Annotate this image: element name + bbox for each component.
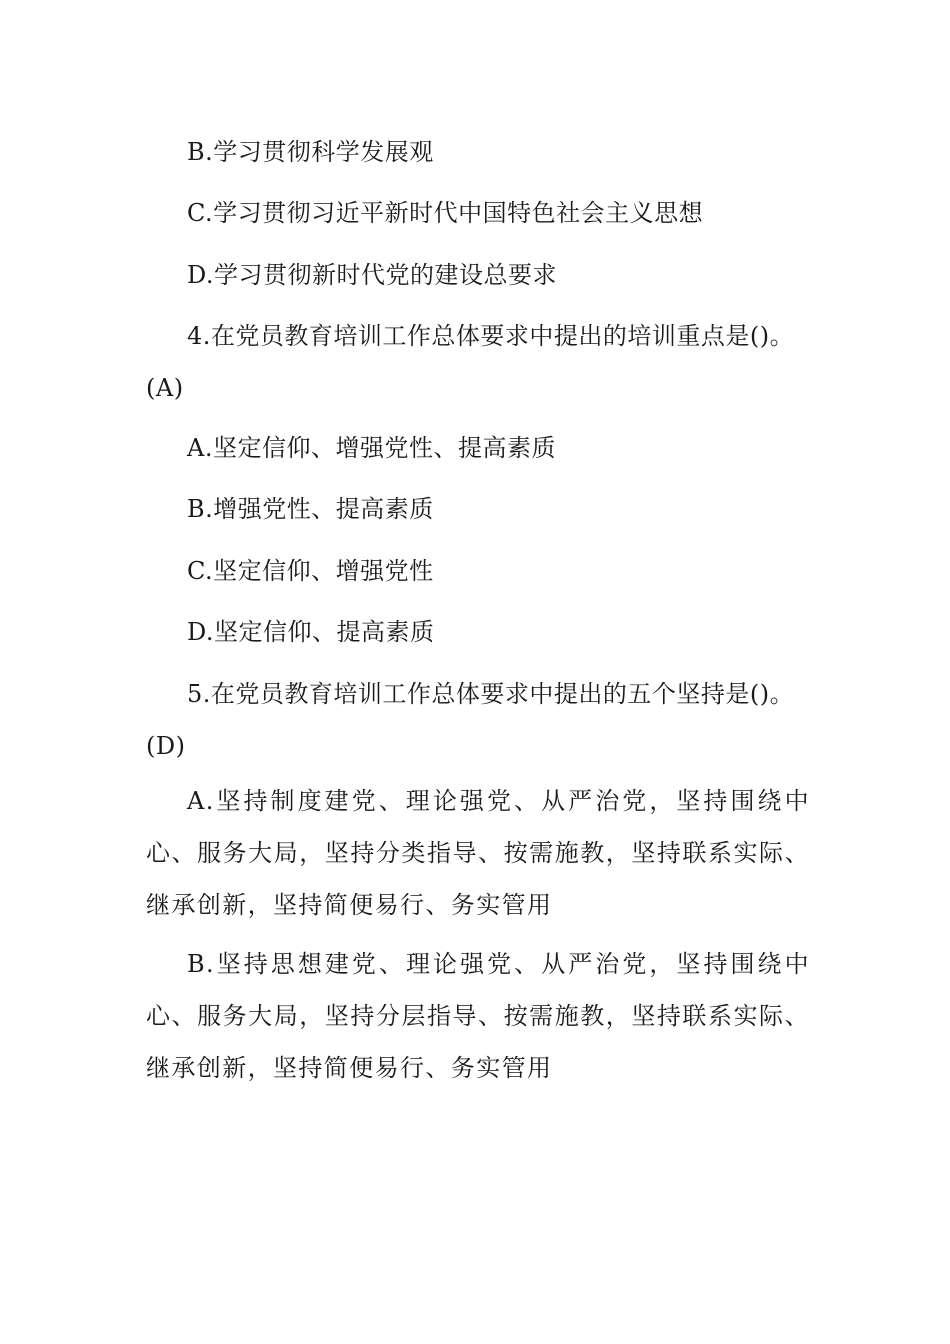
q3-option-b: B.学习贯彻科学发展观 — [187, 138, 434, 166]
q4-option-b: B.增强党性、提高素质 — [187, 495, 434, 523]
q4-answer: (A) — [146, 374, 184, 402]
q3-option-d: D.学习贯彻新时代党的建设总要求 — [187, 261, 558, 289]
q4-option-d: D.坚定信仰、提高素质 — [187, 618, 435, 646]
q3-option-c: C.学习贯彻习近平新时代中国特色社会主义思想 — [187, 199, 704, 227]
q4-option-a: A.坚定信仰、增强党性、提高素质 — [187, 434, 556, 462]
q5-option-a: A.坚持制度建党、理论强党、从严治党，坚持围绕中心、服务大局，坚持分类指导、按需施教，坚持联系实际、继承创新，坚持简便易行、务实管用 — [146, 787, 810, 919]
q5-option-b: B.坚持思想建党、理论强党、从严治党，坚持围绕中心、服务大局，坚持分层指导、按需施教，坚持联系实际、继承创新，坚持简便易行、务实管用 — [146, 950, 810, 1082]
q5-answer: (D) — [146, 732, 186, 760]
q4-question: 4.在党员教育培训工作总体要求中提出的培训重点是()。 — [187, 322, 795, 350]
q5-question: 5.在党员教育培训工作总体要求中提出的五个坚持是()。 — [187, 680, 795, 708]
q4-option-c: C.坚定信仰、增强党性 — [187, 557, 434, 585]
